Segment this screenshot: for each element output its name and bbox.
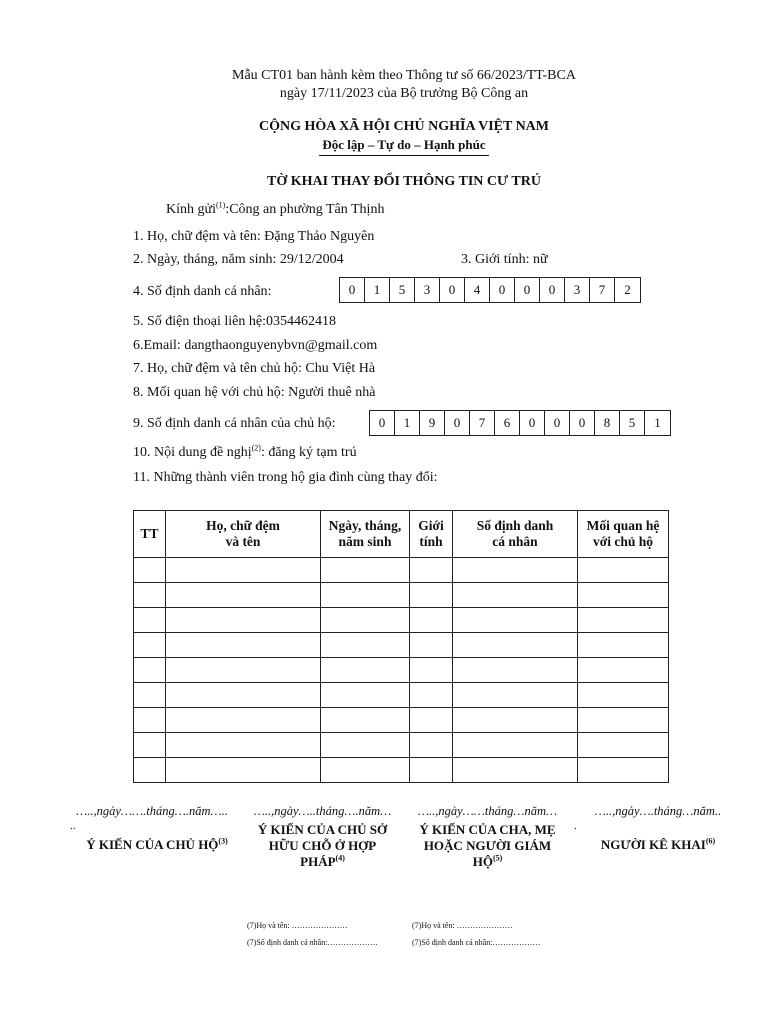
col-header-id: Số định danh cá nhân (453, 511, 578, 558)
field-members-label: 11. Những thành viên trong hộ gia đình cùng thay đổi: (133, 470, 438, 485)
table-row (134, 733, 669, 758)
table-cell (410, 608, 453, 633)
personal-id-digit: 3 (565, 278, 590, 302)
signature-date-owner: …..,ngày…..tháng….năm… (253, 804, 392, 818)
field-personal-id-label: 4. Số định danh cá nhân: (133, 284, 272, 299)
signature-date-declarant-tail: . (574, 820, 577, 832)
table-header-row (134, 511, 669, 558)
signature-date-guardian: …..,ngày……tháng…năm… (417, 804, 558, 818)
table-cell (166, 708, 321, 733)
table-cell (321, 608, 410, 633)
table-row (134, 758, 669, 783)
col-header-dob: Ngày, tháng, năm sinh (321, 511, 410, 558)
table-cell (410, 683, 453, 708)
table-cell (410, 758, 453, 783)
table-row (134, 683, 669, 708)
household-head-id-digit: 1 (654, 415, 661, 430)
signature-heading-guardian: Ý KIẾN CỦA CHA, MẸ HOẶC NGƯỜI GIÁM HỘ$^{(5)}$ (419, 822, 556, 869)
col-header-sex: Giới tính (410, 511, 453, 558)
table-cell (321, 558, 410, 583)
request-value: : đăng ký tạm trú (260, 445, 357, 460)
table-cell (410, 583, 453, 608)
table-cell (578, 708, 669, 733)
table-cell (410, 708, 453, 733)
household-head-id-digit: 9 (420, 411, 445, 435)
table-cell (453, 558, 578, 583)
field-household-head-name: 7. Họ, chữ đệm và tên chủ hộ: Chu Việt Hà (133, 361, 376, 376)
signature-date-household-head: …..,ngày…….tháng….năm….. (76, 804, 228, 818)
table-cell (453, 658, 578, 683)
table-cell (453, 758, 578, 783)
table-cell (578, 733, 669, 758)
signature-date-household-head-tail: .. (70, 820, 76, 832)
footnote-ref-6: (6) (705, 836, 716, 846)
field-relationship: 8. Mối quan hệ với chủ hộ: Người thuê nhà (133, 385, 376, 400)
table-cell (166, 758, 321, 783)
table-cell (578, 683, 669, 708)
table-cell (166, 633, 321, 658)
table-cell (134, 558, 166, 583)
field-phone: 5. Số điện thoại liên hệ:0354462418 (133, 314, 336, 329)
table-cell (134, 683, 166, 708)
recipient-line (166, 202, 384, 218)
motto-underline (319, 155, 489, 156)
table-cell (134, 758, 166, 783)
signature-heading-owner: Ý KIẾN CỦA CHỦ SỞ HỮU CHỖ Ở HỢP PHÁP$^{(4)}$ (257, 822, 388, 869)
table-cell (134, 708, 166, 733)
table-cell (134, 658, 166, 683)
col-header-name: Họ, chữ đệm và tên (166, 511, 321, 558)
household-head-id-digit: 0 (445, 411, 470, 435)
table-cell (410, 633, 453, 658)
signer-id-left: (7)Số định danh cá nhân:………………. (247, 938, 378, 947)
personal-id-digit: 5 (390, 278, 415, 302)
col-header-relationship: Mối quan hệ với chủ hộ (578, 511, 669, 558)
household-head-id-digit: 0 (570, 411, 595, 435)
personal-id-boxes (339, 277, 641, 303)
table-cell (578, 583, 669, 608)
table-cell (321, 658, 410, 683)
personal-id-digit: 0 (340, 278, 365, 302)
footnote-ref-5: (5) (492, 853, 503, 863)
personal-id-digit: 2 (624, 282, 631, 297)
table-cell (453, 683, 578, 708)
personal-id-digit: 3 (415, 278, 440, 302)
table-cell (453, 583, 578, 608)
field-head-id-label: 9. Số định danh cá nhân của chủ hộ: (133, 416, 336, 431)
signature-date-declarant: …..,ngày….tháng…năm.. (594, 804, 722, 818)
personal-id-digit: 4 (465, 278, 490, 302)
household-head-id-digit: 8 (595, 411, 620, 435)
footnote-ref-2: (2) (251, 443, 261, 453)
table-cell (321, 733, 410, 758)
household-head-id-digit: 1 (395, 411, 420, 435)
table-cell (166, 608, 321, 633)
table-cell (321, 583, 410, 608)
table-cell (578, 758, 669, 783)
table-cell (134, 583, 166, 608)
table-cell (166, 558, 321, 583)
recipient-prefix: Kính gửi (166, 202, 216, 217)
nation-heading: CỘNG HÒA XÃ HỘI CHỦ NGHĨA VIỆT NAM (258, 119, 549, 134)
table-row (134, 608, 669, 633)
personal-id-digit: 7 (590, 278, 615, 302)
field-email: 6.Email: dangthaonguyenybvn@gmail.com (133, 338, 378, 353)
signature-heading-household-head: Ý KIẾN CỦA CHỦ HỘ$^{(3)}$ (86, 836, 228, 852)
form-reference-line2: ngày 17/11/2023 của Bộ trưởng Bộ Công an (279, 86, 529, 101)
table-cell (578, 608, 669, 633)
members-table (133, 510, 669, 783)
table-cell (166, 733, 321, 758)
table-cell (321, 633, 410, 658)
footnote-ref-3: (3) (218, 836, 228, 846)
field-date-of-birth: 2. Ngày, tháng, năm sinh: 29/12/2004 (133, 252, 344, 267)
form-title: TỜ KHAI THAY ĐỔI THÔNG TIN CƯ TRÚ (267, 174, 541, 189)
table-cell (578, 658, 669, 683)
signer-name-left: (7)Họ và tên: ………………… (247, 921, 348, 930)
personal-id-digit: 0 (515, 278, 540, 302)
form-reference-line1: Mẫu CT01 ban hành kèm theo Thông tư số 66/2023/TT-BCA (232, 68, 576, 83)
table-cell (453, 608, 578, 633)
table-row (134, 708, 669, 733)
field-gender: 3. Giới tính: nữ (461, 252, 548, 267)
table-cell (410, 733, 453, 758)
table-row (134, 658, 669, 683)
table-row (134, 633, 669, 658)
signer-name-right: (7)Họ và tên: ………………… (412, 921, 513, 930)
household-head-id-digit: 5 (620, 411, 645, 435)
table-cell (134, 733, 166, 758)
table-cell (166, 658, 321, 683)
field-request-content (133, 445, 357, 461)
household-head-id-digit: 6 (495, 411, 520, 435)
signature-heading-declarant: NGƯỜI KÊ KHAI$^{(6)}$ (600, 836, 716, 852)
table-cell (453, 633, 578, 658)
footnote-ref-4: (4) (335, 853, 345, 863)
table-cell (453, 708, 578, 733)
table-cell (578, 558, 669, 583)
table-cell (321, 708, 410, 733)
household-head-id-digit: 7 (470, 411, 495, 435)
field-full-name: 1. Họ, chữ đệm và tên: Đặng Thảo Nguyên (133, 229, 375, 244)
household-head-id-digit: 0 (520, 411, 545, 435)
table-cell (134, 608, 166, 633)
table-cell (410, 658, 453, 683)
table-cell (321, 683, 410, 708)
motto: Độc lập – Tự do – Hạnh phúc (322, 137, 486, 152)
household-head-id-digit: 0 (370, 411, 395, 435)
personal-id-digit: 1 (365, 278, 390, 302)
personal-id-digit: 0 (540, 278, 565, 302)
footnote-ref-1: (1) (215, 200, 226, 210)
table-cell (166, 583, 321, 608)
recipient-value: :Công an phường Tân Thịnh (225, 202, 385, 217)
table-cell (321, 758, 410, 783)
table-cell (578, 633, 669, 658)
request-prefix: 10. Nội dung đề nghị (133, 445, 252, 460)
personal-id-digit: 0 (490, 278, 515, 302)
table-cell (410, 558, 453, 583)
table-cell (134, 633, 166, 658)
col-header-tt: TT (134, 511, 166, 558)
table-row (134, 583, 669, 608)
table-cell (453, 733, 578, 758)
signer-id-right: (7)Số định danh cá nhân:……………… (412, 938, 541, 947)
household-head-id-digit: 0 (545, 411, 570, 435)
table-row (134, 558, 669, 583)
household-head-id-boxes (369, 410, 671, 436)
table-cell (166, 683, 321, 708)
personal-id-digit: 0 (440, 278, 465, 302)
